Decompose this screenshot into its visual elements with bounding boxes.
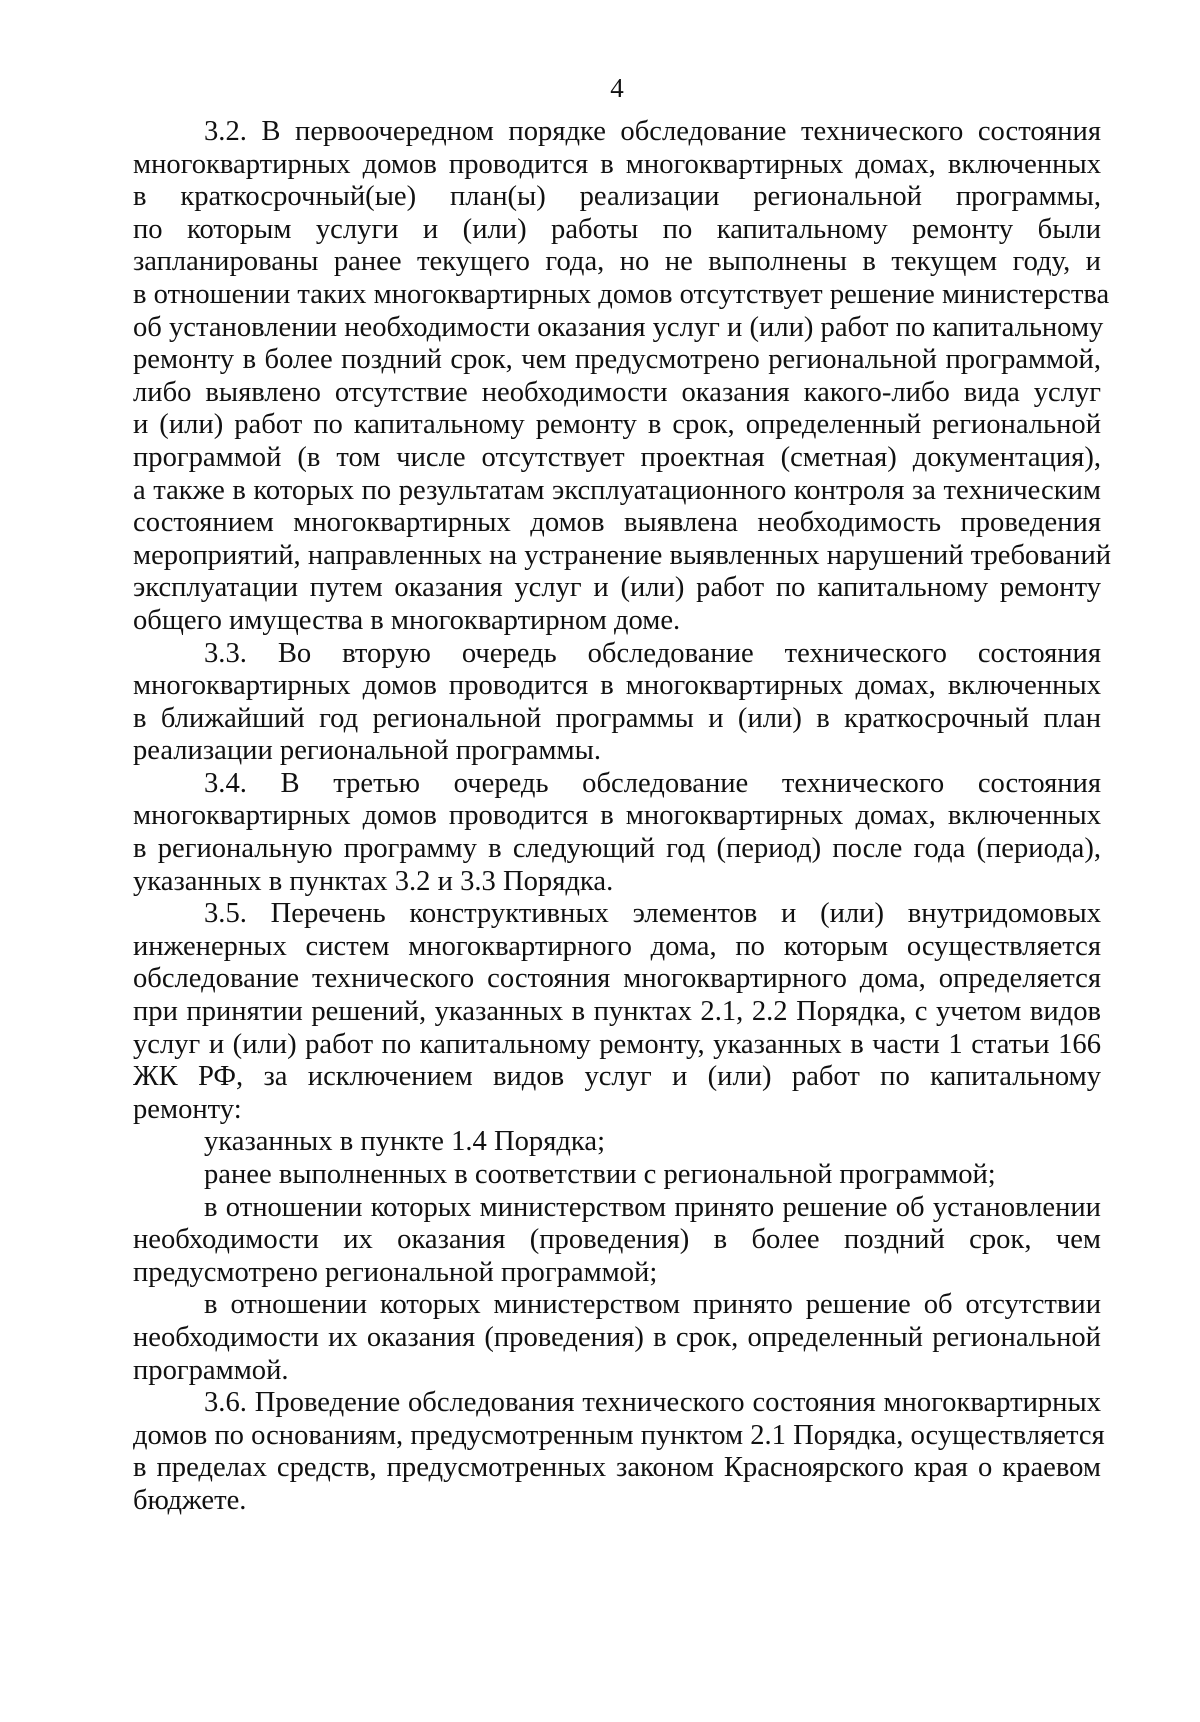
text-line: общего имущества в многоквартирном доме.: [133, 604, 681, 636]
text-line: об установлении необходимости оказания услуг и (или) работ по капитальному: [133, 311, 1104, 343]
text-line: 3.6. Проведение обследования технического состояния многоквартирных: [204, 1387, 1101, 1419]
text-line: указанных в пункте 1.4 Порядка;: [204, 1126, 606, 1158]
text-line: реализации региональной программы.: [133, 735, 601, 767]
text-line: предусмотрено региональной программой;: [133, 1256, 658, 1288]
text-line: инженерных систем многоквартирного дома, по которым осуществляется: [133, 930, 1101, 962]
text-line: состоянием многоквартирных домов выявлена необходимость проведения: [133, 507, 1101, 539]
text-line: указанных в пунктах 3.2 и 3.3 Порядка.: [133, 865, 614, 897]
text-line: многоквартирных домов проводится в многоквартирных домах, включенных: [133, 148, 1101, 180]
text-line: программой.: [133, 1354, 289, 1386]
text-line: и (или) работ по капитальному ремонту в срок, определенный региональной: [133, 409, 1101, 441]
text-line: в отношении таких многоквартирных домов отсутствует решение министерства: [133, 278, 1110, 310]
text-line: 3.3. Во вторую очередь обследование технического состояния: [204, 637, 1101, 669]
text-line: многоквартирных домов проводится в многоквартирных домах, включенных: [133, 670, 1101, 702]
page-number: 4: [610, 73, 624, 103]
text-line: услуг и (или) работ по капитальному ремонту, указанных в части 1 статьи 166: [133, 1028, 1101, 1060]
text-line: по которым услуги и (или) работы по капитальному ремонту были: [133, 213, 1101, 245]
text-line: ЖК РФ, за исключением видов услуг и (или) работ по капитальному: [133, 1061, 1101, 1093]
text-line: эксплуатации путем оказания услуг и (или) работ по капитальному ремонту: [133, 572, 1101, 604]
text-line: ремонту:: [133, 1093, 242, 1125]
text-line: при принятии решений, указанных в пунктах 2.1, 2.2 Порядка, с учетом видов: [133, 996, 1101, 1028]
text-line: ремонту в более поздний срок, чем предусмотрено региональной программой,: [133, 344, 1101, 376]
text-line: многоквартирных домов проводится в многоквартирных домах, включенных: [133, 800, 1101, 832]
text-line: обследование технического состояния многоквартирного дома, определяется: [133, 963, 1101, 995]
text-line: в ближайший год региональной программы и (или) в краткосрочный план: [133, 702, 1101, 734]
text-line: в пределах средств, предусмотренных законом Красноярского края о краевом: [133, 1452, 1101, 1484]
text-line: в региональную программу в следующий год (период) после года (периода),: [133, 833, 1101, 865]
text-line: в краткосрочный(ые) план(ы) реализации региональной программы,: [133, 181, 1101, 213]
document-body: [133, 116, 1112, 1518]
text-line: мероприятий, направленных на устранение выявленных нарушений требований: [133, 539, 1112, 571]
text-line: 3.5. Перечень конструктивных элементов и (или) внутридомовых: [204, 898, 1101, 930]
text-line: а также в которых по результатам эксплуатационного контроля за техническим: [133, 474, 1101, 506]
text-line: 3.4. В третью очередь обследование технического состояния: [204, 767, 1101, 799]
text-line: либо выявлено отсутствие необходимости оказания какого-либо вида услуг: [133, 376, 1101, 408]
text-line: программой (в том числе отсутствует проектная (сметная) документация),: [133, 441, 1101, 473]
text-line: в отношении которых министерством принято решение об отсутствии: [204, 1289, 1101, 1321]
text-line: в отношении которых министерством принято решение об установлении: [204, 1191, 1101, 1223]
text-line: ранее выполненных в соответствии с региональной программой;: [204, 1159, 996, 1190]
text-line: необходимости их оказания (проведения) в срок, определенный региональной: [133, 1321, 1101, 1353]
text-line: 3.2. В первоочередном порядке обследование технического состояния: [204, 116, 1101, 147]
text-line: запланированы ранее текущего года, но не выполнены в текущем году, и: [133, 246, 1101, 278]
text-line: необходимости их оказания (проведения) в более поздний срок, чем: [133, 1224, 1101, 1256]
text-line: домов по основаниям, предусмотренным пунктом 2.1 Порядка, осуществляется: [133, 1419, 1105, 1451]
text-line: бюджете.: [133, 1484, 247, 1516]
